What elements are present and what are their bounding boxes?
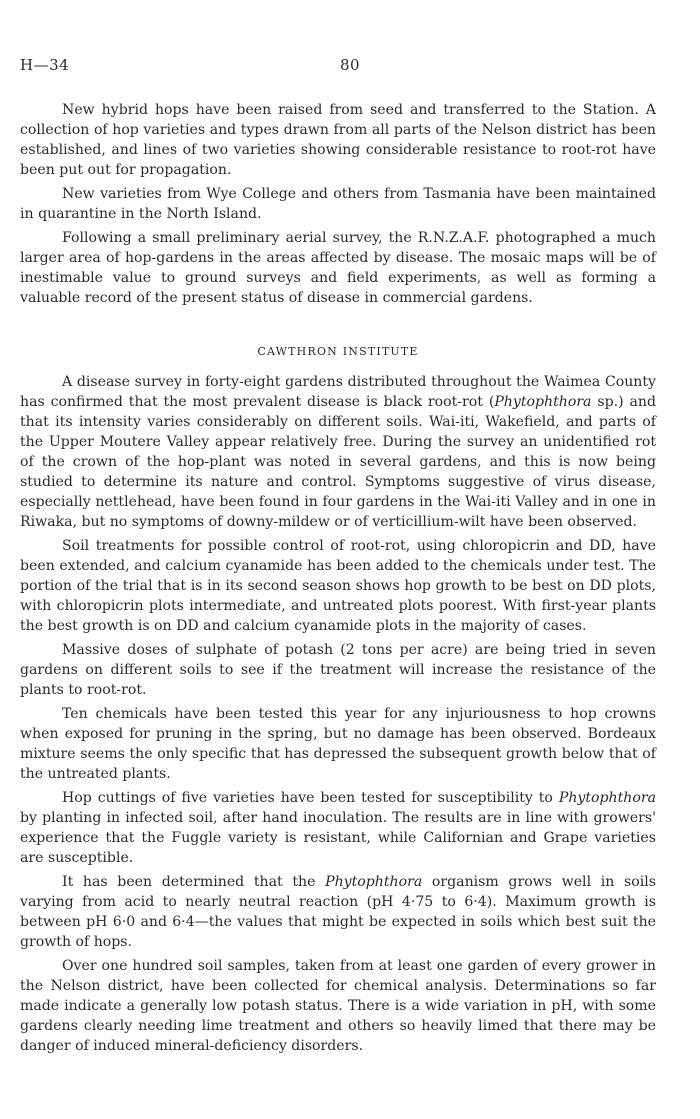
paragraph-ph-growth: It has been determined that the Phytophthora organism grows well in soils varying from acid to nearly neutral reaction (pH 4·75 to 6·4). Maximum growth is between pH 6·0 and 6·4—the values that might be expected in soils which best suit the growth of hops. bbox=[20, 874, 656, 950]
page-header bbox=[20, 56, 680, 78]
document-reference: H—34 bbox=[20, 56, 70, 74]
paragraph-soil-samples: Over one hundred soil samples, taken from at least one garden of every grower in the Nelson district, have been collected for chemical analysis. Determinations so far made indicate a generally low potash status. There is a wide variation in pH, with some gardens clearly needing lime treatment and others so heavily limed that there may be danger of induced mineral-deficiency disorders. bbox=[20, 958, 656, 1054]
paragraph-quarantine: New varieties from Wye College and others from Tasmania have been maintained in quarantine in the North Island. bbox=[20, 186, 656, 222]
section-heading: CAWTHRON INSTITUTE bbox=[257, 345, 419, 358]
paragraph-hop-cuttings: Hop cuttings of five varieties have been tested for susceptibility to Phytophthora by planting in infected soil, after hand inoculation. The results are in line with growers' experience that the Fuggle variety is resistant, while Californian and Grape varieties are susceptible. bbox=[20, 790, 656, 866]
paragraph-aerial-survey: Following a small preliminary aerial survey, the R.N.Z.A.F. photographed a much larger area of hop-gardens in the areas affected by disease. The mosaic maps will be of inestimable value to ground surveys and field experiments, as well as forming a valuable record of the present status of disease in commercial gardens. bbox=[20, 230, 656, 306]
paragraph-soil-treatments: Soil treatments for possible control of root-rot, using chloropicrin and DD, have been extended, and calcium cyanamide has been added to the chemicals under test. The portion of the trial that is in its second season shows hop growth to be best on DD plots, with chloropicrin plots intermediate, and untreated plots poorest. With first-year plants the best growth is on DD and calcium cyanamide plots in the majority of cases. bbox=[20, 538, 656, 634]
paragraph-hybrid-hops: New hybrid hops have been raised from seed and transferred to the Station. A collection of hop varieties and types drawn from all parts of the Nelson district has been established, and lines of two varieties showing considerable resistance to root-rot have been put out for propagation. bbox=[20, 102, 656, 178]
paragraph-chemicals-tested: Ten chemicals have been tested this year for any injuriousness to hop crowns when exposed for pruning in the spring, but no damage has been observed. Bordeaux mixture seems the only specific that has depressed the subsequent growth below that of the untreated plants. bbox=[20, 706, 656, 782]
paragraph-disease-survey: A disease survey in forty-eight gardens distributed throughout the Waimea County has confirmed that the most prevalent disease is black root-rot (Phytophthora sp.) and that its intensity varies considerably on different soils. Wai-iti, Wakefield, and parts of the Upper Moutere Valley appear relatively free. During the survey an unidentified rot of the crown of the hop-plant was noted in several gardens, and this is now being studied to determine its nature and control. Symptoms suggestive of virus disease, especially nettlehead, have been found in four gardens in the Wai-iti Valley and in one in Riwaka, but no symptoms of downy-mildew or of verticillium-wilt have been observed. bbox=[20, 374, 656, 530]
page-number: 80 bbox=[339, 56, 361, 74]
paragraph-potash-doses: Massive doses of sulphate of potash (2 tons per acre) are being tried in seven gardens on different soils to see if the treatment will increase the resistance of the plants to root-rot. bbox=[20, 642, 656, 698]
body-text bbox=[20, 100, 656, 1060]
